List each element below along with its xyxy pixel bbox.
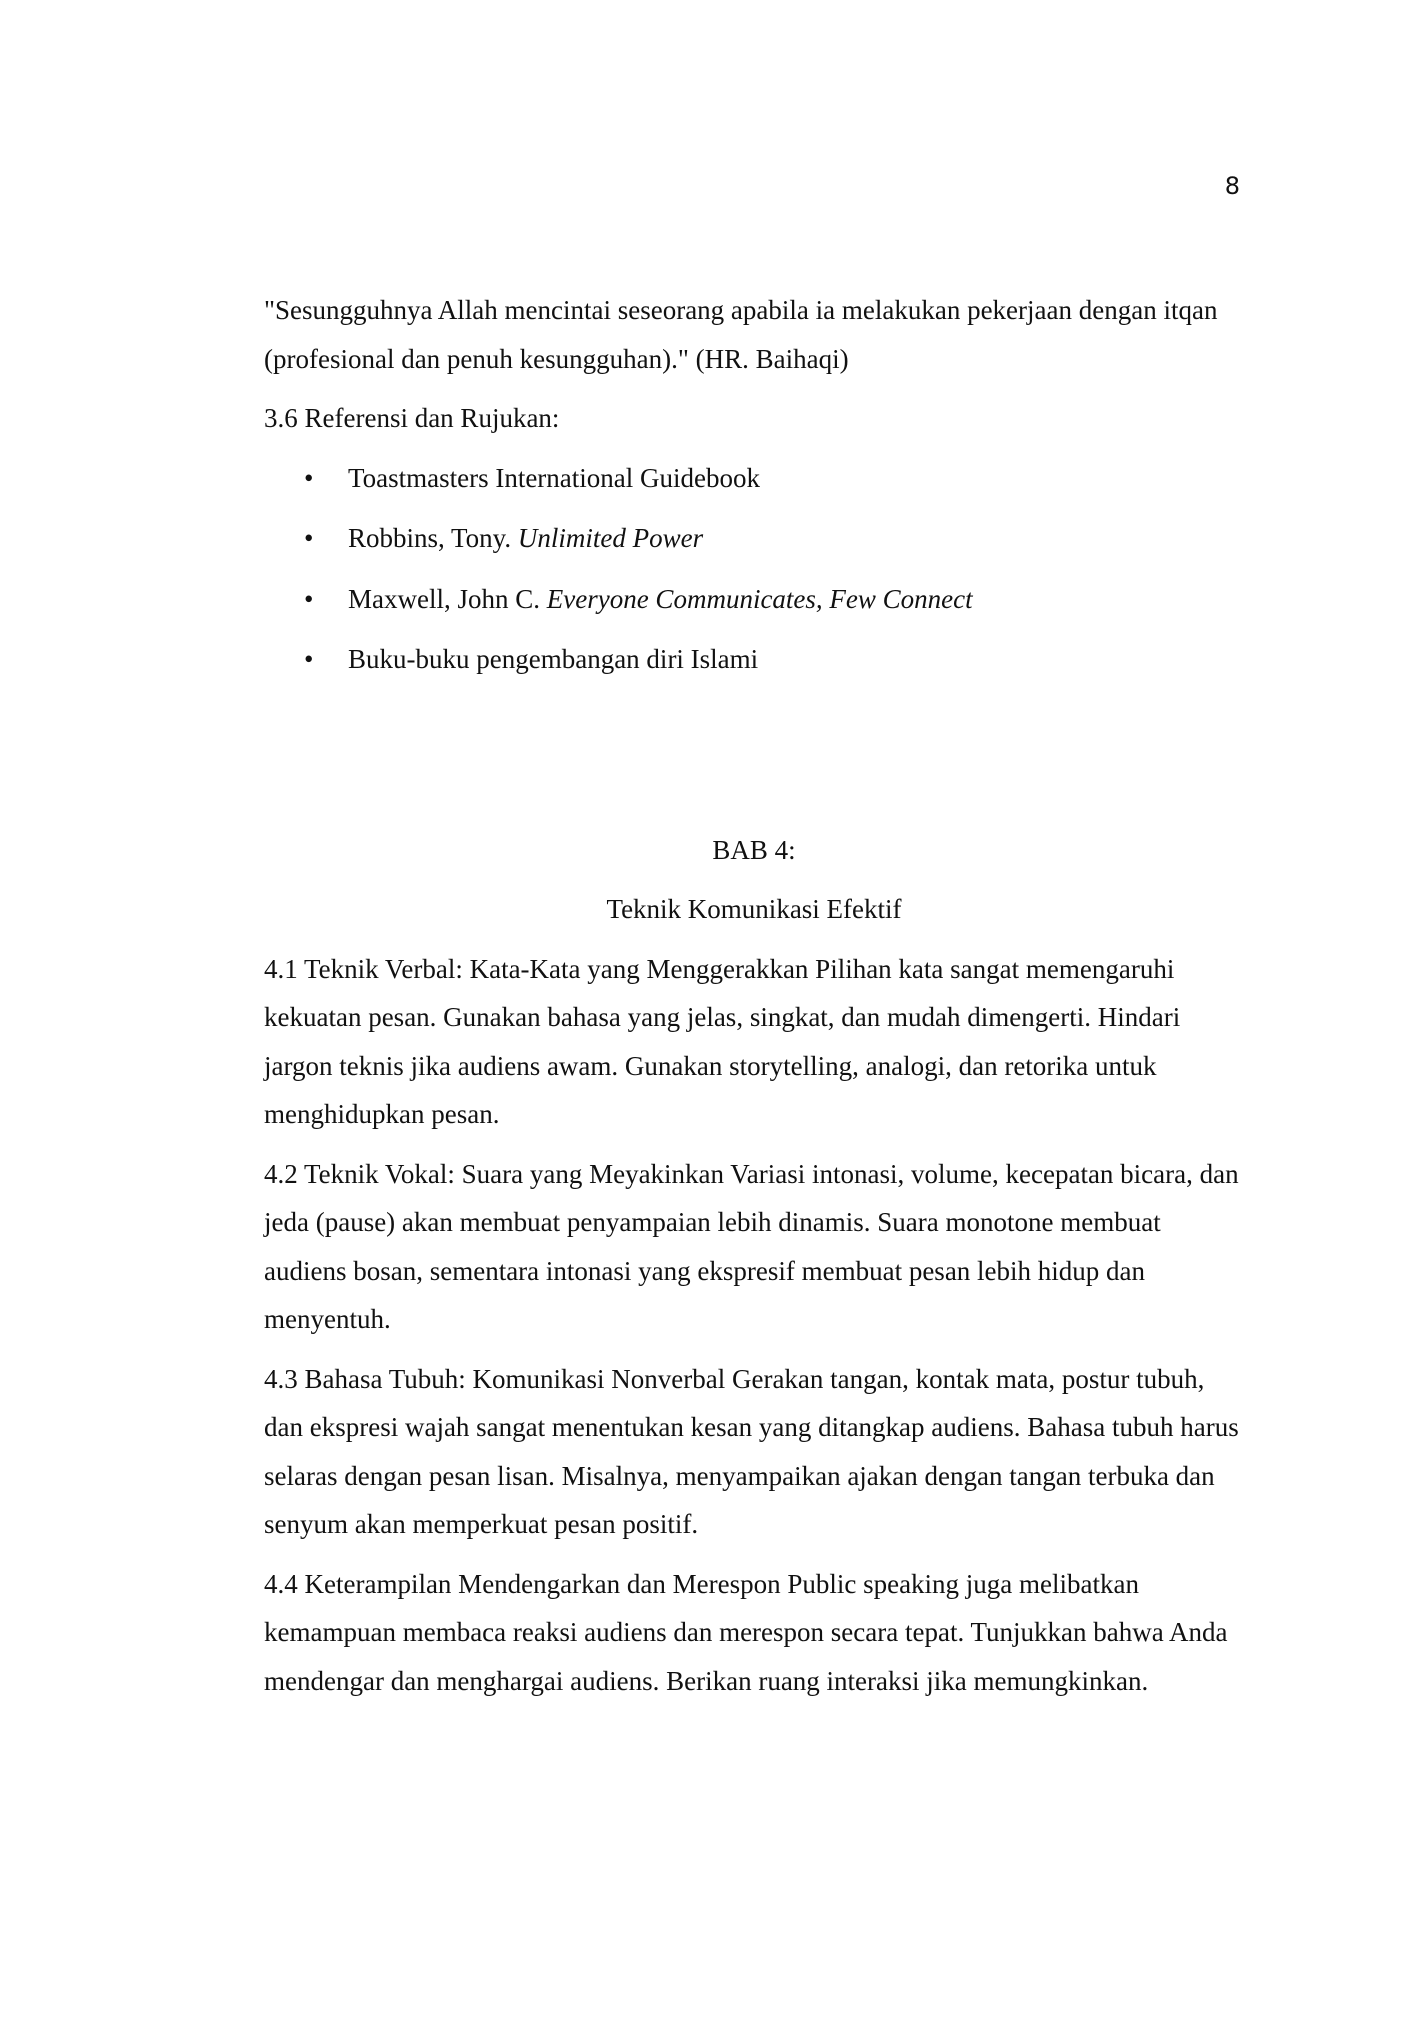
reference-title: Everyone Communicates, Few Connect <box>546 583 973 614</box>
bullet-icon: • <box>304 523 314 553</box>
reference-title: Unlimited Power <box>517 523 704 553</box>
section-4-1: 4.1 Teknik Verbal: Kata-Kata yang Menggerakkan Pilihan kata sangat memengaruhi kekuatan pesan. Gunakan bahasa yang jelas, singkat, dan mudah dimengerti. Hindari jargon teknis jika audiens awam. Gunakan storytelling, analogi, dan retorika untuk menghidupkan pesan. <box>264 953 1181 1129</box>
list-item <box>264 514 1244 563</box>
chapter-title: Teknik Komunikasi Efektif <box>606 894 902 924</box>
reference-text: Robbins, Tony. <box>348 523 518 553</box>
list-item <box>264 575 1244 624</box>
bullet-icon: • <box>304 644 314 674</box>
hadith-quote: "Sesungguhnya Allah mencintai seseorang apabila ia melakukan pekerjaan dengan itqan (profesional dan penuh kesungguhan)." (HR. Baihaqi) <box>264 295 1218 374</box>
page-number: 8 <box>1224 172 1240 200</box>
section-4-2: 4.2 Teknik Vokal: Suara yang Meyakinkan Variasi intonasi, volume, kecepatan bicara, dan jeda (pause) akan membuat penyampaian lebih dinamis. Suara monotone membuat audiens bosan, sementara intonasi yang ekspresif membuat pesan lebih hidup dan menyentuh. <box>264 1158 1239 1334</box>
section-4-4: 4.4 Keterampilan Mendengarkan dan Merespon Public speaking juga melibatkan kemampuan membaca reaksi audiens dan merespon secara tepat. Tunjukkan bahwa Anda mendengar dan menghargai audiens. Berikan ruang interaksi jika memungkinkan. <box>264 1568 1228 1696</box>
references-heading: 3.6 Referensi dan Rujukan: <box>264 403 560 433</box>
list-item <box>264 635 1244 684</box>
section-spacer <box>264 696 1244 826</box>
reference-text: Maxwell, John C. <box>348 583 547 614</box>
document-body <box>264 286 1244 1716</box>
reference-text: Toastmasters International Guidebook <box>348 462 761 493</box>
chapter-label: BAB 4: <box>712 834 796 865</box>
list-item <box>264 454 1244 503</box>
bullet-icon: • <box>304 462 314 493</box>
section-4-3: 4.3 Bahasa Tubuh: Komunikasi Nonverbal Gerakan tangan, kontak mata, postur tubuh, dan ekspresi wajah sangat menentukan kesan yang ditangkap audiens. Bahasa tubuh harus selaras dengan pesan lisan. Misalnya, menyampaikan ajakan dengan tangan terbuka dan senyum akan memperkuat pesan positif. <box>264 1363 1239 1539</box>
bullet-icon: • <box>304 583 314 614</box>
reference-text: Buku-buku pengembangan diri Islami <box>348 644 759 674</box>
references-list <box>264 454 1244 684</box>
